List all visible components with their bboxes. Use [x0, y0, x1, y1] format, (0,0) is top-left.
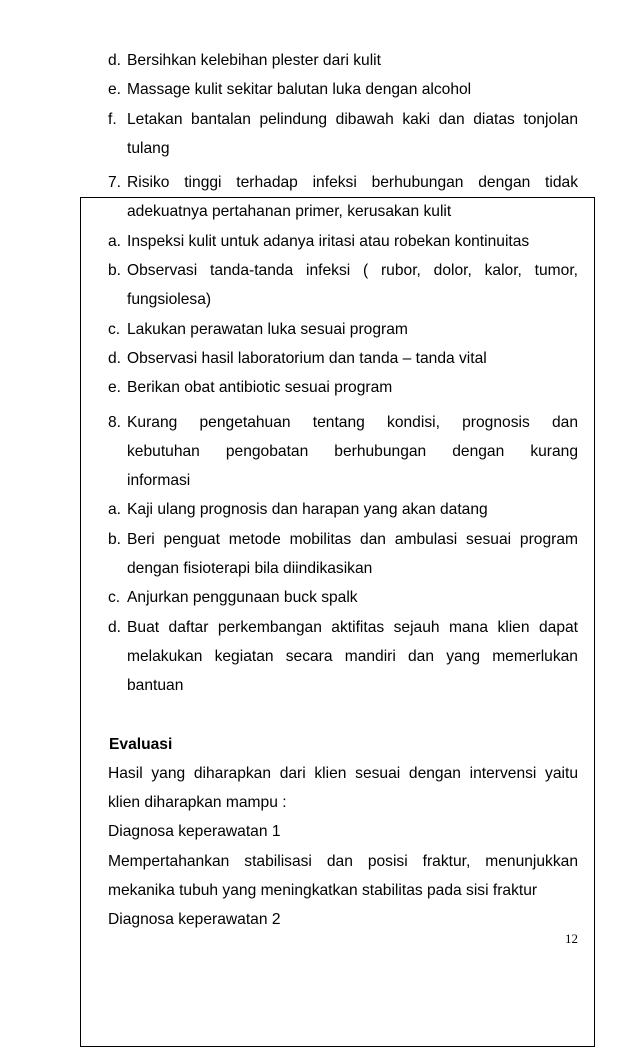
diagnosa-title: Diagnosa keperawatan 1: [108, 823, 281, 841]
list-marker: d.: [108, 349, 122, 367]
list-marker: b.: [108, 262, 122, 280]
list-marker: b.: [108, 530, 122, 548]
list-item: [108, 583, 578, 612]
section-text: adekuatnya pertahanan primer, kerusakan kulit: [127, 203, 452, 221]
section-text: Kurang pengetahuan tentang kondisi, prognosis dan: [127, 413, 578, 431]
list-text: Observasi tanda-tanda infeksi ( rubor, dolor, kalor, tumor,: [127, 262, 578, 280]
list-marker: 7.: [108, 174, 122, 192]
list-text: tulang: [127, 139, 170, 157]
list-text: bantuan: [127, 677, 184, 695]
section-text: informasi: [127, 472, 191, 490]
list-text: Massage kulit sekitar balutan luka dengan alcohol: [127, 81, 472, 99]
list-text: Beri penguat metode mobilitas dan ambulasi sesuai program: [127, 530, 578, 548]
list-item: [108, 495, 578, 524]
list-marker: c.: [108, 589, 121, 607]
paragraph-line: Hasil yang diharapkan dari klien sesuai dengan intervensi yaitu: [108, 764, 578, 782]
paragraph-line: klien diharapkan mampu :: [108, 794, 287, 812]
evaluasi-heading: Evaluasi: [109, 735, 173, 753]
list-text: Inspeksi kulit untuk adanya iritasi atau robekan kontinuitas: [127, 232, 530, 250]
page-number: 12: [565, 931, 578, 946]
evaluasi-intro: [108, 759, 578, 818]
list-text: Bersihkan kelebihan plester dari kulit: [127, 52, 381, 69]
list-marker: c.: [108, 320, 121, 338]
list-text: Letakan bantalan pelindung dibawah kaki dan diatas tonjolan: [127, 110, 578, 128]
list-item: [108, 256, 578, 315]
list-marker: d.: [108, 52, 122, 69]
list-text: dengan fisioterapi bila diindikasikan: [127, 560, 373, 578]
diagnosa-title: Diagnosa keperawatan 2: [108, 911, 281, 929]
list-text: Lakukan perawatan luka sesuai program: [127, 320, 408, 338]
list-item: [108, 75, 578, 104]
list-text: Anjurkan penggunaan buck spalk: [127, 589, 358, 607]
list-item: [108, 525, 578, 584]
paragraph-line: Mempertahankan stabilisasi dan posisi fraktur, menunjukkan: [108, 852, 578, 870]
list-marker: a.: [108, 501, 122, 519]
section-text: kebutuhan pengobatan berhubungan dengan kurang: [127, 442, 578, 460]
list-marker: a.: [108, 232, 122, 250]
list-text: Buat daftar perkembangan aktifitas sejauh mana klien dapat: [127, 618, 578, 636]
list-text: Observasi hasil laboratorium dan tanda – tanda vital: [127, 349, 487, 367]
list-marker: e.: [108, 379, 122, 397]
section-7-heading: [108, 168, 578, 227]
diagnosa-2: [108, 905, 578, 934]
list-marker: f.: [108, 110, 117, 128]
list-text: fungsiolesa): [127, 291, 212, 309]
diagnosa-1: [108, 817, 578, 905]
list-item: [108, 315, 578, 344]
paragraph-line: mekanika tubuh yang meningkatkan stabilitas pada sisi fraktur: [108, 882, 538, 900]
section-text: Risiko tinggi terhadap infeksi berhubungan dengan tidak: [127, 174, 578, 192]
section-8-heading: [108, 408, 578, 496]
list-text: melakukan kegiatan secara mandiri dan yang memerlukan: [127, 647, 578, 665]
list-item: [108, 373, 578, 402]
list-item: [108, 227, 578, 256]
list-item: [108, 46, 578, 75]
list-marker: 8.: [108, 413, 122, 431]
list-text: Berikan obat antibiotic sesuai program: [127, 379, 393, 397]
list-text: Kaji ulang prognosis dan harapan yang akan datang: [127, 501, 488, 519]
list-item: [108, 613, 578, 701]
list-item: [108, 105, 578, 164]
list-marker: e.: [108, 81, 122, 99]
document-body: [108, 46, 578, 935]
list-marker: d.: [108, 618, 122, 636]
list-item: [108, 344, 578, 373]
